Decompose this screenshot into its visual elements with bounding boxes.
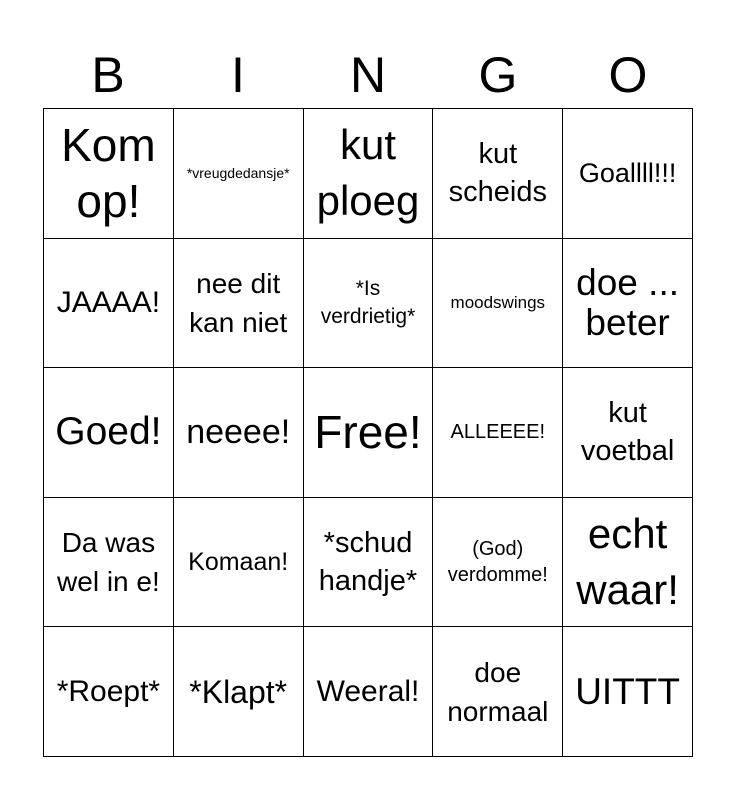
cell-text: Weeral! (316, 674, 420, 708)
bingo-cell[interactable] (174, 239, 304, 369)
cell-text: JAAAA! (56, 285, 161, 319)
header-letter-g: G (478, 47, 518, 103)
cell-text: ALLEEEE! (450, 421, 546, 444)
bingo-cell[interactable] (44, 368, 174, 498)
bingo-cell[interactable] (433, 368, 563, 498)
free-space[interactable] (304, 368, 434, 498)
bingo-cell[interactable] (304, 109, 434, 239)
cell-text: (God) verdomme! (447, 538, 548, 587)
header-letter-i: I (231, 47, 245, 103)
header-letter-b: B (91, 47, 125, 103)
cell-text: moodswings (450, 293, 546, 313)
bingo-cell[interactable] (563, 498, 693, 628)
header-letter-o: O (608, 47, 648, 103)
bingo-cell[interactable] (44, 498, 174, 628)
bingo-cell[interactable] (563, 627, 693, 757)
bingo-cell[interactable] (563, 368, 693, 498)
bingo-cell[interactable] (304, 239, 434, 369)
bingo-cell[interactable] (44, 239, 174, 369)
cell-text: UITTT (575, 670, 680, 712)
bingo-cell[interactable] (563, 109, 693, 239)
cell-text: nee dit kan niet (189, 267, 288, 338)
bingo-card (43, 108, 693, 757)
bingo-cell[interactable] (304, 498, 434, 628)
cell-text: *Roept* (56, 674, 161, 708)
bingo-cell[interactable] (433, 627, 563, 757)
bingo-cell[interactable] (433, 498, 563, 628)
cell-text: echt waar! (576, 510, 679, 614)
cell-text: doe normaal (447, 656, 549, 727)
bingo-cell[interactable] (563, 239, 693, 369)
bingo-cell[interactable] (433, 109, 563, 239)
bingo-cell[interactable] (174, 498, 304, 628)
cell-text: *schud handje* (318, 527, 418, 598)
bingo-cell[interactable] (174, 627, 304, 757)
cell-text: Komaan! (188, 548, 289, 577)
bingo-cell[interactable] (304, 627, 434, 757)
cell-text: Kom op! (61, 119, 156, 228)
bingo-header (43, 46, 693, 108)
free-space-text: Free! (314, 406, 422, 459)
cell-text: kut ploeg (316, 121, 420, 225)
cell-text: Da was wel in e! (57, 527, 160, 598)
cell-text: neeee! (186, 413, 291, 452)
bingo-cell[interactable] (433, 239, 563, 369)
cell-text: *Klapt* (189, 673, 288, 710)
cell-text: *vreugdedansje* (186, 164, 290, 181)
cell-text: Goed! (55, 410, 162, 454)
bingo-cell[interactable] (44, 627, 174, 757)
cell-text: doe ... beter (576, 261, 680, 343)
bingo-cell[interactable] (174, 109, 304, 239)
cell-text: Goallll!!! (578, 158, 677, 189)
header-letter-n: N (349, 47, 387, 103)
cell-text: kut voetbal (580, 397, 675, 468)
cell-text: kut scheids (448, 138, 547, 209)
bingo-cell[interactable] (174, 368, 304, 498)
bingo-cell[interactable] (44, 109, 174, 239)
cell-text: *Is verdrietig* (320, 276, 416, 328)
